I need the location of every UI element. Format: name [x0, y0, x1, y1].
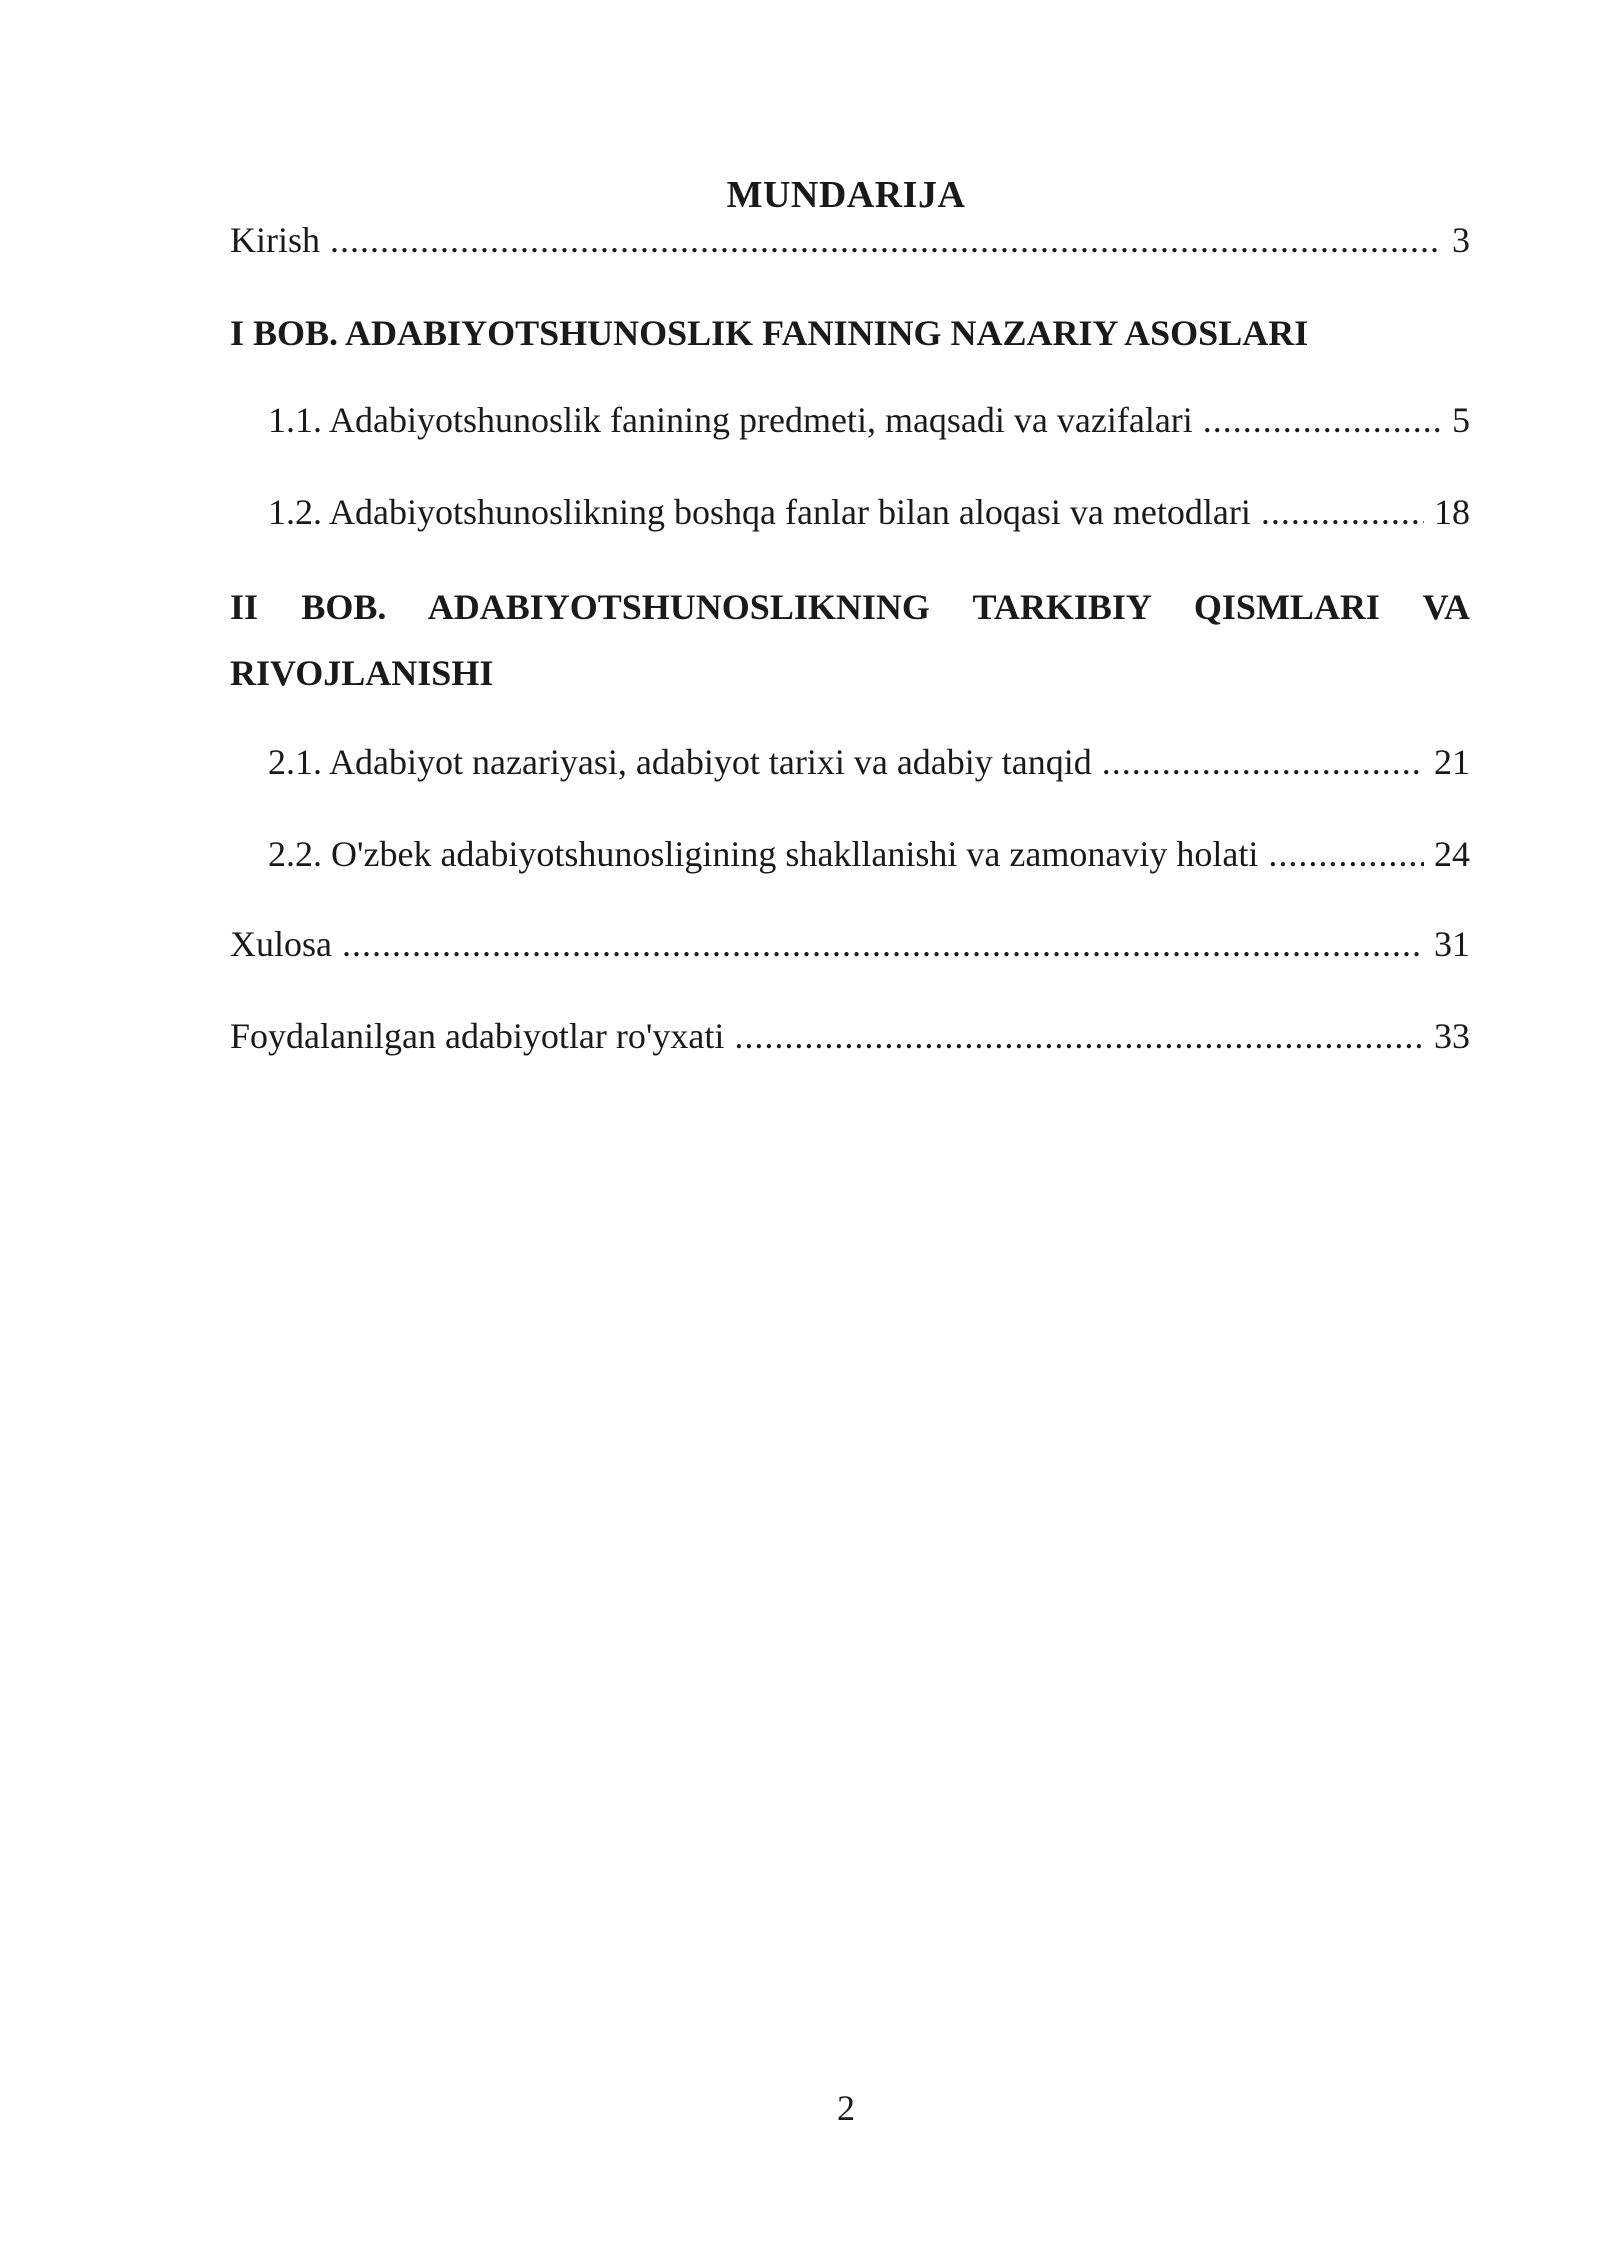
page-number: 2: [837, 2088, 855, 2128]
toc-leader-dots: [734, 1012, 1424, 1060]
toc-entry-2-1[interactable]: [268, 738, 1470, 786]
toc-entry-label: 1.1. Adabiyotshunoslik fanining predmeti, maqsadi va vazifalari: [268, 400, 1193, 440]
toc-entry-1-1[interactable]: [268, 396, 1470, 444]
toc-entry-2-2[interactable]: [268, 830, 1470, 878]
toc-entry-page: 21: [1434, 742, 1470, 782]
toc-leader-dots: [330, 216, 1442, 264]
toc-leader-dots: [1203, 396, 1442, 444]
toc-entry-references[interactable]: [230, 1012, 1470, 1060]
toc-entry-label: Foydalanilgan adabiyotlar ro'yxati: [230, 1016, 725, 1056]
toc-entry-page: 24: [1434, 834, 1470, 874]
toc-entry-label: 2.2. O'zbek adabiyotshunosligining shakllanishi va zamonaviy holati: [268, 834, 1259, 874]
toc-entry-page: 18: [1434, 492, 1470, 532]
toc-entry-label: 1.2. Adabiyotshunoslikning boshqa fanlar bilan aloqasi va metodlari: [268, 492, 1251, 532]
toc-chapter-label: I BOB. ADABIYOTSHUNOSLIK FANINING NAZARIY ASOSLARI: [230, 313, 1309, 353]
toc-leader-dots: [1268, 830, 1424, 878]
toc-entry-page: 33: [1434, 1016, 1470, 1056]
toc-chapter-1[interactable]: [230, 300, 1470, 366]
toc-entry-xulosa[interactable]: [230, 920, 1470, 968]
toc-title: MUNDARIJA: [726, 174, 966, 216]
toc-leader-dots: [1261, 488, 1424, 536]
toc-leader-dots: [342, 920, 1424, 968]
toc-chapter-2[interactable]: [230, 574, 1470, 706]
toc-entry-label: 2.1. Adabiyot nazariyasi, adabiyot tarixi va adabiy tanqid: [268, 742, 1092, 782]
toc-entry-label: Kirish: [230, 220, 320, 260]
toc-entry-kirish[interactable]: [230, 216, 1470, 264]
toc-entry-1-2[interactable]: [268, 488, 1470, 536]
toc-chapter-label-line2: RIVOJLANISHI: [230, 653, 494, 693]
toc-entry-page: 3: [1452, 220, 1470, 260]
toc-chapter-label-line1: II BOB. ADABIYOTSHUNOSLIKNING TARKIBIY QISMLARI VA: [230, 587, 1470, 627]
toc-entry-label: Xulosa: [230, 924, 332, 964]
toc-leader-dots: [1102, 738, 1424, 786]
toc-entry-page: 31: [1434, 924, 1470, 964]
toc-entry-page: 5: [1452, 400, 1470, 440]
